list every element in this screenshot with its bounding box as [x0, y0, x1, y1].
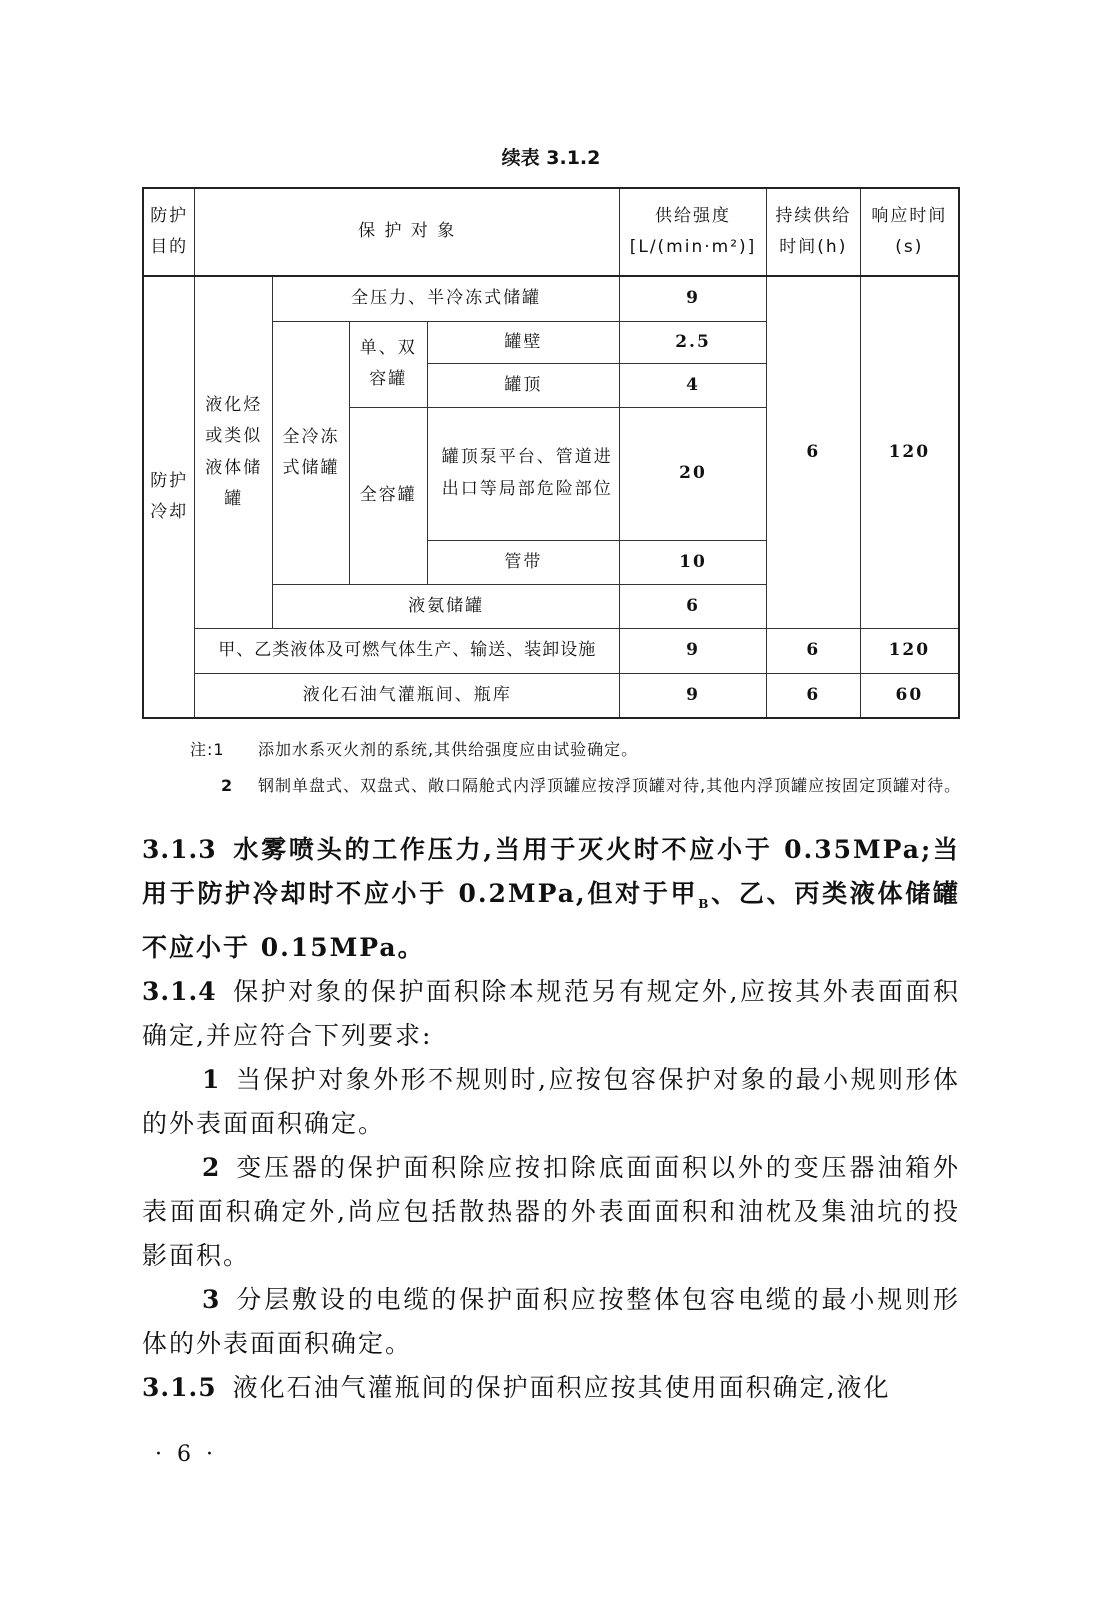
item-text: 变压器的保护面积除应按扣除底面面积以外的变压器油箱外表面面积确定外,尚应包括散热器的外表面面积和油枕及集油坑的投影面积。 [142, 1153, 960, 1270]
subscript-b: B [698, 897, 711, 911]
header-intensity [620, 188, 767, 276]
item-number: 3 [202, 1285, 222, 1314]
item-text: 分层敷设的电缆的保护面积应按整体包容电缆的最小规则形体的外表面面积确定。 [142, 1285, 960, 1358]
cell-intensity: 4 [620, 364, 767, 408]
cell-row-label: 罐壁 [427, 321, 619, 364]
cell-row-label: 液氨储罐 [273, 585, 620, 629]
clause-text: 保护对象的保护面积除本规范另有规定外,应按其外表面面积确定,并应符合下列要求: [142, 977, 960, 1050]
note-2-text: 钢制单盘式、双盘式、敞口隔舱式内浮顶罐应按浮顶罐对待,其他内浮顶罐应按固定顶罐对待。 [258, 776, 962, 795]
header-duration: 持续供给时间(h) [766, 188, 860, 276]
note-prefix: 注:1 [190, 740, 225, 759]
cell-full-cold-tanks: 全冷冻式储罐 [273, 321, 350, 585]
cell-intensity: 9 [620, 629, 767, 674]
cell-response: 120 [860, 629, 959, 674]
clause-3-1-4 [142, 970, 960, 1058]
cell-lpg-duration: 6 [766, 276, 860, 628]
list-item [142, 1278, 960, 1366]
cell-single-double: 单、双容罐 [349, 321, 427, 407]
cell-intensity: 10 [620, 540, 767, 585]
cell-intensity: 6 [620, 585, 767, 629]
cell-intensity: 9 [620, 673, 767, 718]
cell-row-label: 罐顶泵平台、管道进出口等局部危险部位 [427, 407, 619, 540]
cell-row-label: 全压力、半冷冻式储罐 [273, 276, 620, 321]
cell-lpg-response: 120 [860, 276, 959, 628]
note-2-number: 2 [221, 776, 234, 795]
cell-intensity: 20 [620, 407, 767, 540]
item-number: 1 [202, 1065, 222, 1094]
body-text [142, 828, 960, 1410]
clause-3-1-3 [142, 828, 960, 970]
note-1-text: 添加水系灭火剂的系统,其供给强度应由试验确定。 [258, 740, 639, 759]
clause-number: 3.1.3 [142, 835, 217, 864]
cell-response: 60 [860, 673, 959, 718]
cell-row-label: 管带 [427, 540, 619, 585]
header-response: 响应时间(s) [860, 188, 959, 276]
cell-duration: 6 [766, 629, 860, 674]
header-intensity-unit: [L/(min·m²)] [629, 237, 757, 258]
clause-number: 3.1.4 [142, 977, 217, 1006]
cell-intensity: 2.5 [620, 321, 767, 364]
header-object: 保 护 对 象 [195, 188, 620, 276]
page-number: · 6 · [155, 1442, 217, 1467]
clause-text: 水雾喷头的工作压力,当用于灭火时不应小于 0.35MPa;当用于防护冷却时不应小于 0.2MPa,但对于甲 [142, 835, 960, 908]
cell-row-label: 液化石油气灌瓶间、瓶库 [195, 673, 620, 718]
item-number: 2 [202, 1153, 222, 1182]
table-row [143, 276, 959, 321]
spray-intensity-table [142, 187, 960, 719]
item-text: 当保护对象外形不规则时,应按包容保护对象的最小规则形体的外表面面积确定。 [142, 1065, 960, 1138]
cell-lpg-tanks: 液化烃或类似液体储罐 [195, 276, 273, 628]
note-2 [178, 768, 968, 804]
clause-number: 3.1.5 [142, 1373, 217, 1402]
header-purpose: 防护目的 [143, 188, 195, 276]
cell-row-label: 罐顶 [427, 364, 619, 408]
table-header-row [143, 188, 959, 276]
list-item [142, 1146, 960, 1278]
table-row [143, 673, 959, 718]
clause-text: 、乙、丙类液体储罐不应小于 0.15MPa。 [142, 879, 960, 962]
clause-3-1-5 [142, 1366, 960, 1410]
list-item [142, 1058, 960, 1146]
cell-intensity: 9 [620, 276, 767, 321]
table-row [143, 629, 959, 674]
cell-duration: 6 [766, 673, 860, 718]
cell-full-containment: 全容罐 [349, 407, 427, 585]
table-notes [178, 732, 968, 804]
header-intensity-label: 供给强度 [655, 205, 731, 226]
note-1 [178, 732, 968, 768]
cell-row-label: 甲、乙类液体及可燃气体生产、输送、装卸设施 [195, 629, 620, 674]
table-caption: 续表 3.1.2 [501, 147, 601, 169]
clause-text: 液化石油气灌瓶间的保护面积应按其使用面积确定,液化 [232, 1373, 891, 1402]
cell-purpose-cooling: 防护冷却 [143, 276, 195, 718]
